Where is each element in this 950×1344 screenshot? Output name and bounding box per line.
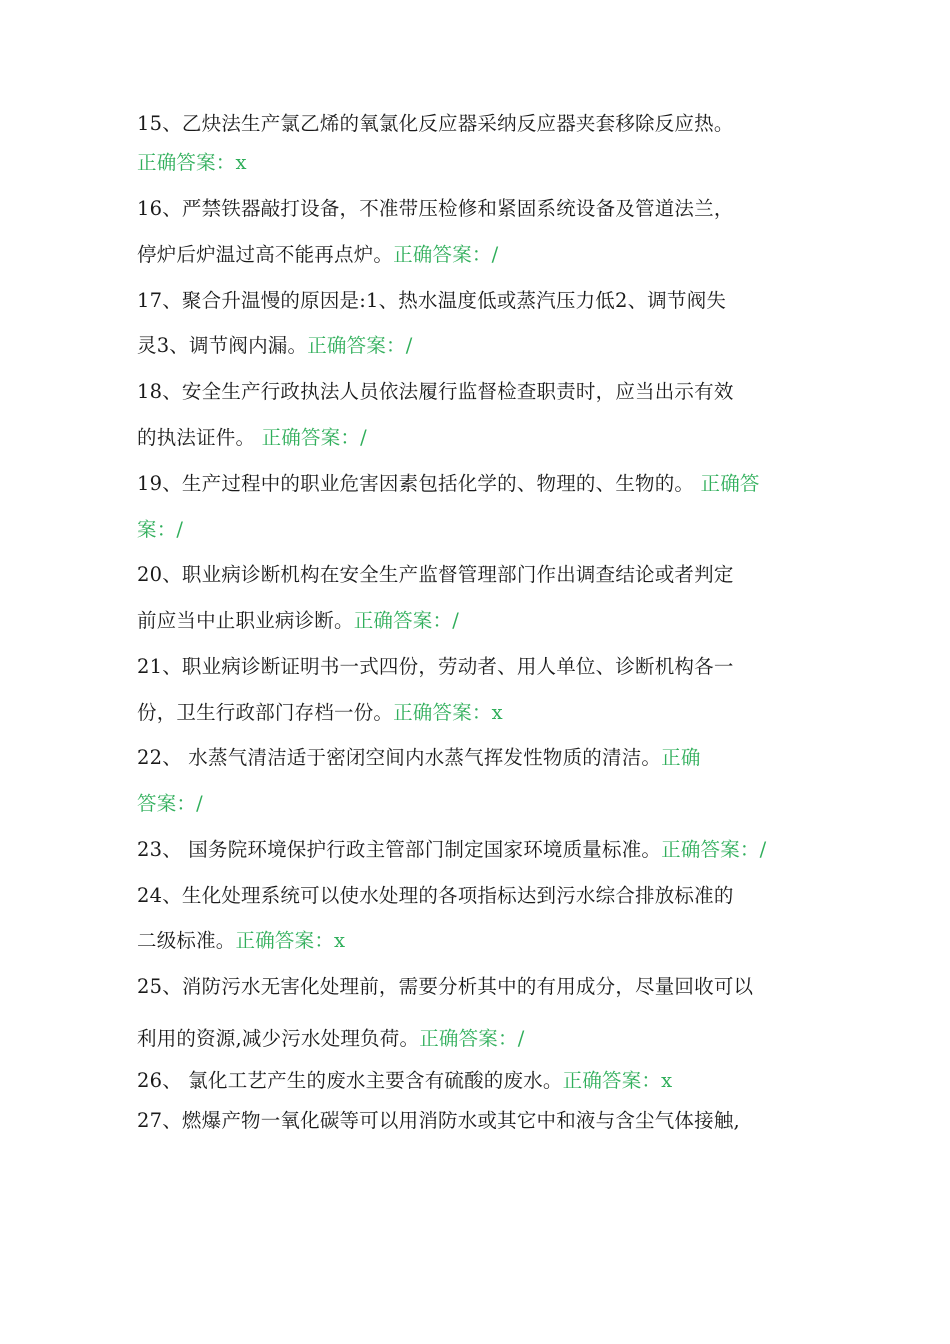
question-text: 21、职业病诊断证明书一式四份，劳动者、用人单位、诊断机构各一 xyxy=(137,655,734,678)
question-21-line-2 xyxy=(137,700,503,726)
question-text: 15、乙炔法生产氯乙烯的氧氯化反应器采纳反应器夹套移除反应热。 xyxy=(137,112,734,135)
question-text: 26、 氯化工艺产生的废水主要含有硫酸的废水。 xyxy=(137,1069,563,1092)
answer-label: 正确答 xyxy=(700,472,760,495)
answer-label: 正确答案：/ xyxy=(419,1027,525,1050)
answer-label: 正确答案：x xyxy=(562,1069,673,1092)
question-24-line-1 xyxy=(137,883,734,909)
question-19-line-2 xyxy=(137,517,183,543)
answer-label: 正确答案：x xyxy=(393,701,503,724)
answer-label: 案：/ xyxy=(137,518,184,541)
answer-label: 答案：/ xyxy=(137,792,203,815)
question-text: 17、聚合升温慢的原因是:1、热水温度低或蒸汽压力低2、调节阀失 xyxy=(137,289,727,312)
question-text: 25、消防污水无害化处理前，需要分析其中的有用成分，尽量回收可以 xyxy=(137,975,754,998)
question-15-line-1 xyxy=(137,111,734,137)
question-text: 23、 国务院环境保护行政主管部门制定国家环境质量标准。 xyxy=(137,838,662,861)
answer-label: 正确 xyxy=(661,746,701,769)
question-18-line-2 xyxy=(137,425,367,451)
question-22-line-1 xyxy=(137,745,701,771)
question-text: 份，卫生行政部门存档一份。 xyxy=(137,701,394,724)
question-text: 19、生产过程中的职业危害因素包括化学的、物理的、生物的。 xyxy=(137,472,701,495)
question-text: 停炉后炉温过高不能再点炉。 xyxy=(137,243,394,266)
answer-label: 正确答案：x xyxy=(137,151,247,174)
question-text: 利用的资源,减少污水处理负荷。 xyxy=(137,1027,420,1050)
question-text: 二级标准。 xyxy=(137,929,236,952)
question-27-line-1 xyxy=(137,1108,740,1134)
question-text: 27、燃爆产物一氧化碳等可以用消防水或其它中和液与含尘气体接触, xyxy=(137,1109,740,1132)
question-22-line-2 xyxy=(137,791,203,817)
question-19-line-1 xyxy=(137,471,760,497)
question-23-line-1 xyxy=(137,837,766,863)
question-20-line-2 xyxy=(137,608,459,634)
question-26-line-1 xyxy=(137,1068,672,1094)
question-text: 18、安全生产行政执法人员依法履行监督检查职责时，应当出示有效 xyxy=(137,380,734,403)
question-text: 前应当中止职业病诊断。 xyxy=(137,609,354,632)
question-17-line-2 xyxy=(137,333,413,359)
question-17-line-1 xyxy=(137,288,726,314)
question-16-line-2 xyxy=(137,242,498,268)
answer-label: 正确答案：/ xyxy=(353,609,459,632)
question-25-line-1 xyxy=(137,974,753,1000)
answer-label: 正确答案：/ xyxy=(661,838,767,861)
question-16-line-1 xyxy=(137,196,734,222)
question-21-line-1 xyxy=(137,654,734,680)
question-text: 的执法证件。 xyxy=(137,426,262,449)
question-text: 16、严禁铁器敲打设备，不准带压检修和紧固系统设备及管道法兰， xyxy=(137,197,734,220)
question-20-line-1 xyxy=(137,562,734,588)
question-text: 灵3、调节阀内漏。 xyxy=(137,334,308,357)
question-text: 22、 水蒸气清洁适于密闭空间内水蒸气挥发性物质的清洁。 xyxy=(137,746,662,769)
answer-label: 正确答案：/ xyxy=(307,334,413,357)
answer-label: 正确答案：/ xyxy=(393,243,499,266)
question-24-line-2 xyxy=(137,928,345,954)
answer-label: 正确答案：/ xyxy=(261,426,367,449)
question-18-line-1 xyxy=(137,379,734,405)
question-text: 24、生化处理系统可以使水处理的各项指标达到污水综合排放标准的 xyxy=(137,884,734,907)
answer-label: 正确答案：x xyxy=(235,929,346,952)
question-25-line-2 xyxy=(137,1026,524,1052)
question-text: 20、职业病诊断机构在安全生产监督管理部门作出调查结论或者判定 xyxy=(137,563,734,586)
question-15-answer xyxy=(137,150,247,176)
